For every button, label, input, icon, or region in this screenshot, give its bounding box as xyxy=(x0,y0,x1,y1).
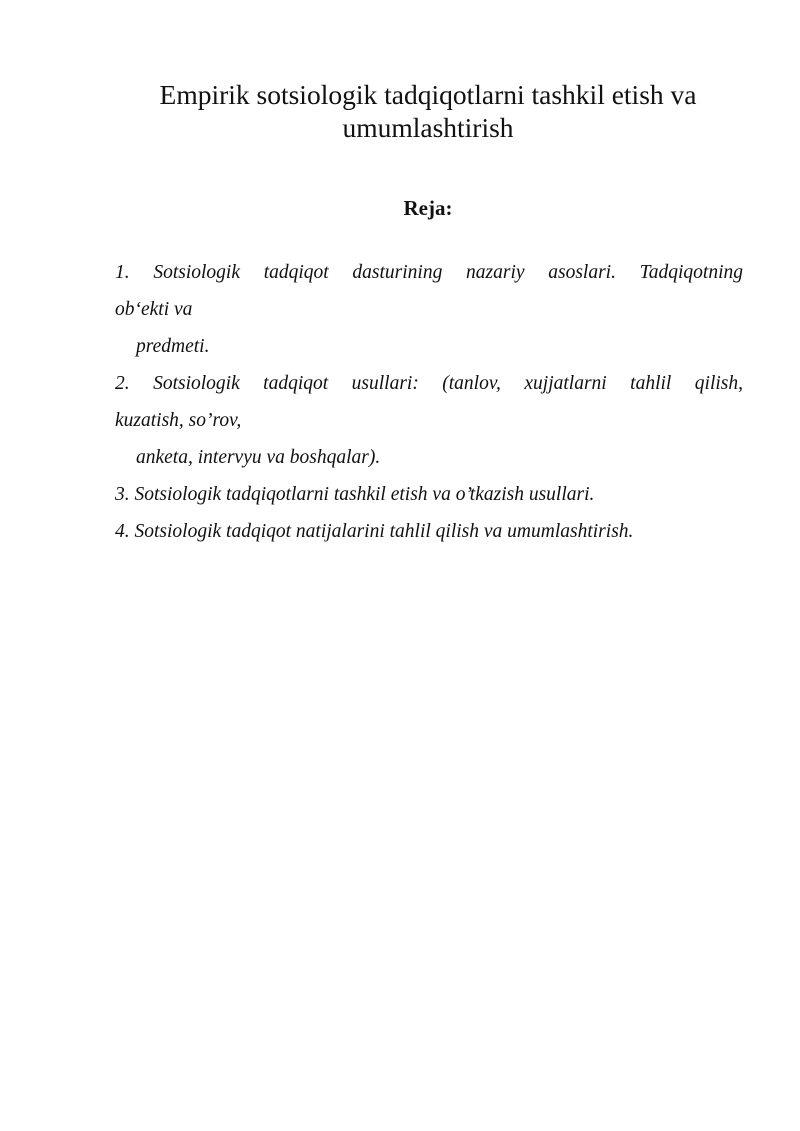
plan-item-1-line-3: predmeti. xyxy=(136,336,210,357)
title-line-2: umumlashtirish xyxy=(342,112,514,143)
plan-heading: Reja: xyxy=(403,196,453,220)
plan-item-2-line-1: 2. Sotsiologik tadqiqot usullari: (tanlov, xujjatlarni tahlil qilish, xyxy=(115,373,743,394)
plan-item-1 xyxy=(115,254,743,365)
plan-item-1-line-2: ob‘ekti va xyxy=(115,299,193,320)
plan-item-3 xyxy=(115,476,743,513)
plan-item-2 xyxy=(115,365,743,476)
plan-item-2-line-2: kuzatish, so’rov, xyxy=(115,410,242,431)
plan-item-2-line-3: anketa, intervyu va boshqalar). xyxy=(136,447,381,468)
plan-item-4-line-1: 4. Sotsiologik tadqiqot natijalarini tahlil qilish va umumlashtirish. xyxy=(115,521,634,542)
plan-item-4 xyxy=(115,513,743,550)
plan-list xyxy=(115,254,743,550)
title-line-1: Empirik sotsiologik tadqiqotlarni tashkil etish va xyxy=(159,79,697,110)
plan-item-1-line-1: 1. Sotsiologik tadqiqot dasturining nazariy asoslari. Tadqiqotning xyxy=(115,262,743,283)
plan-item-3-line-1: 3. Sotsiologik tadqiqotlarni tashkil etish va o’tkazish usullari. xyxy=(115,484,595,505)
document-title xyxy=(128,78,728,144)
